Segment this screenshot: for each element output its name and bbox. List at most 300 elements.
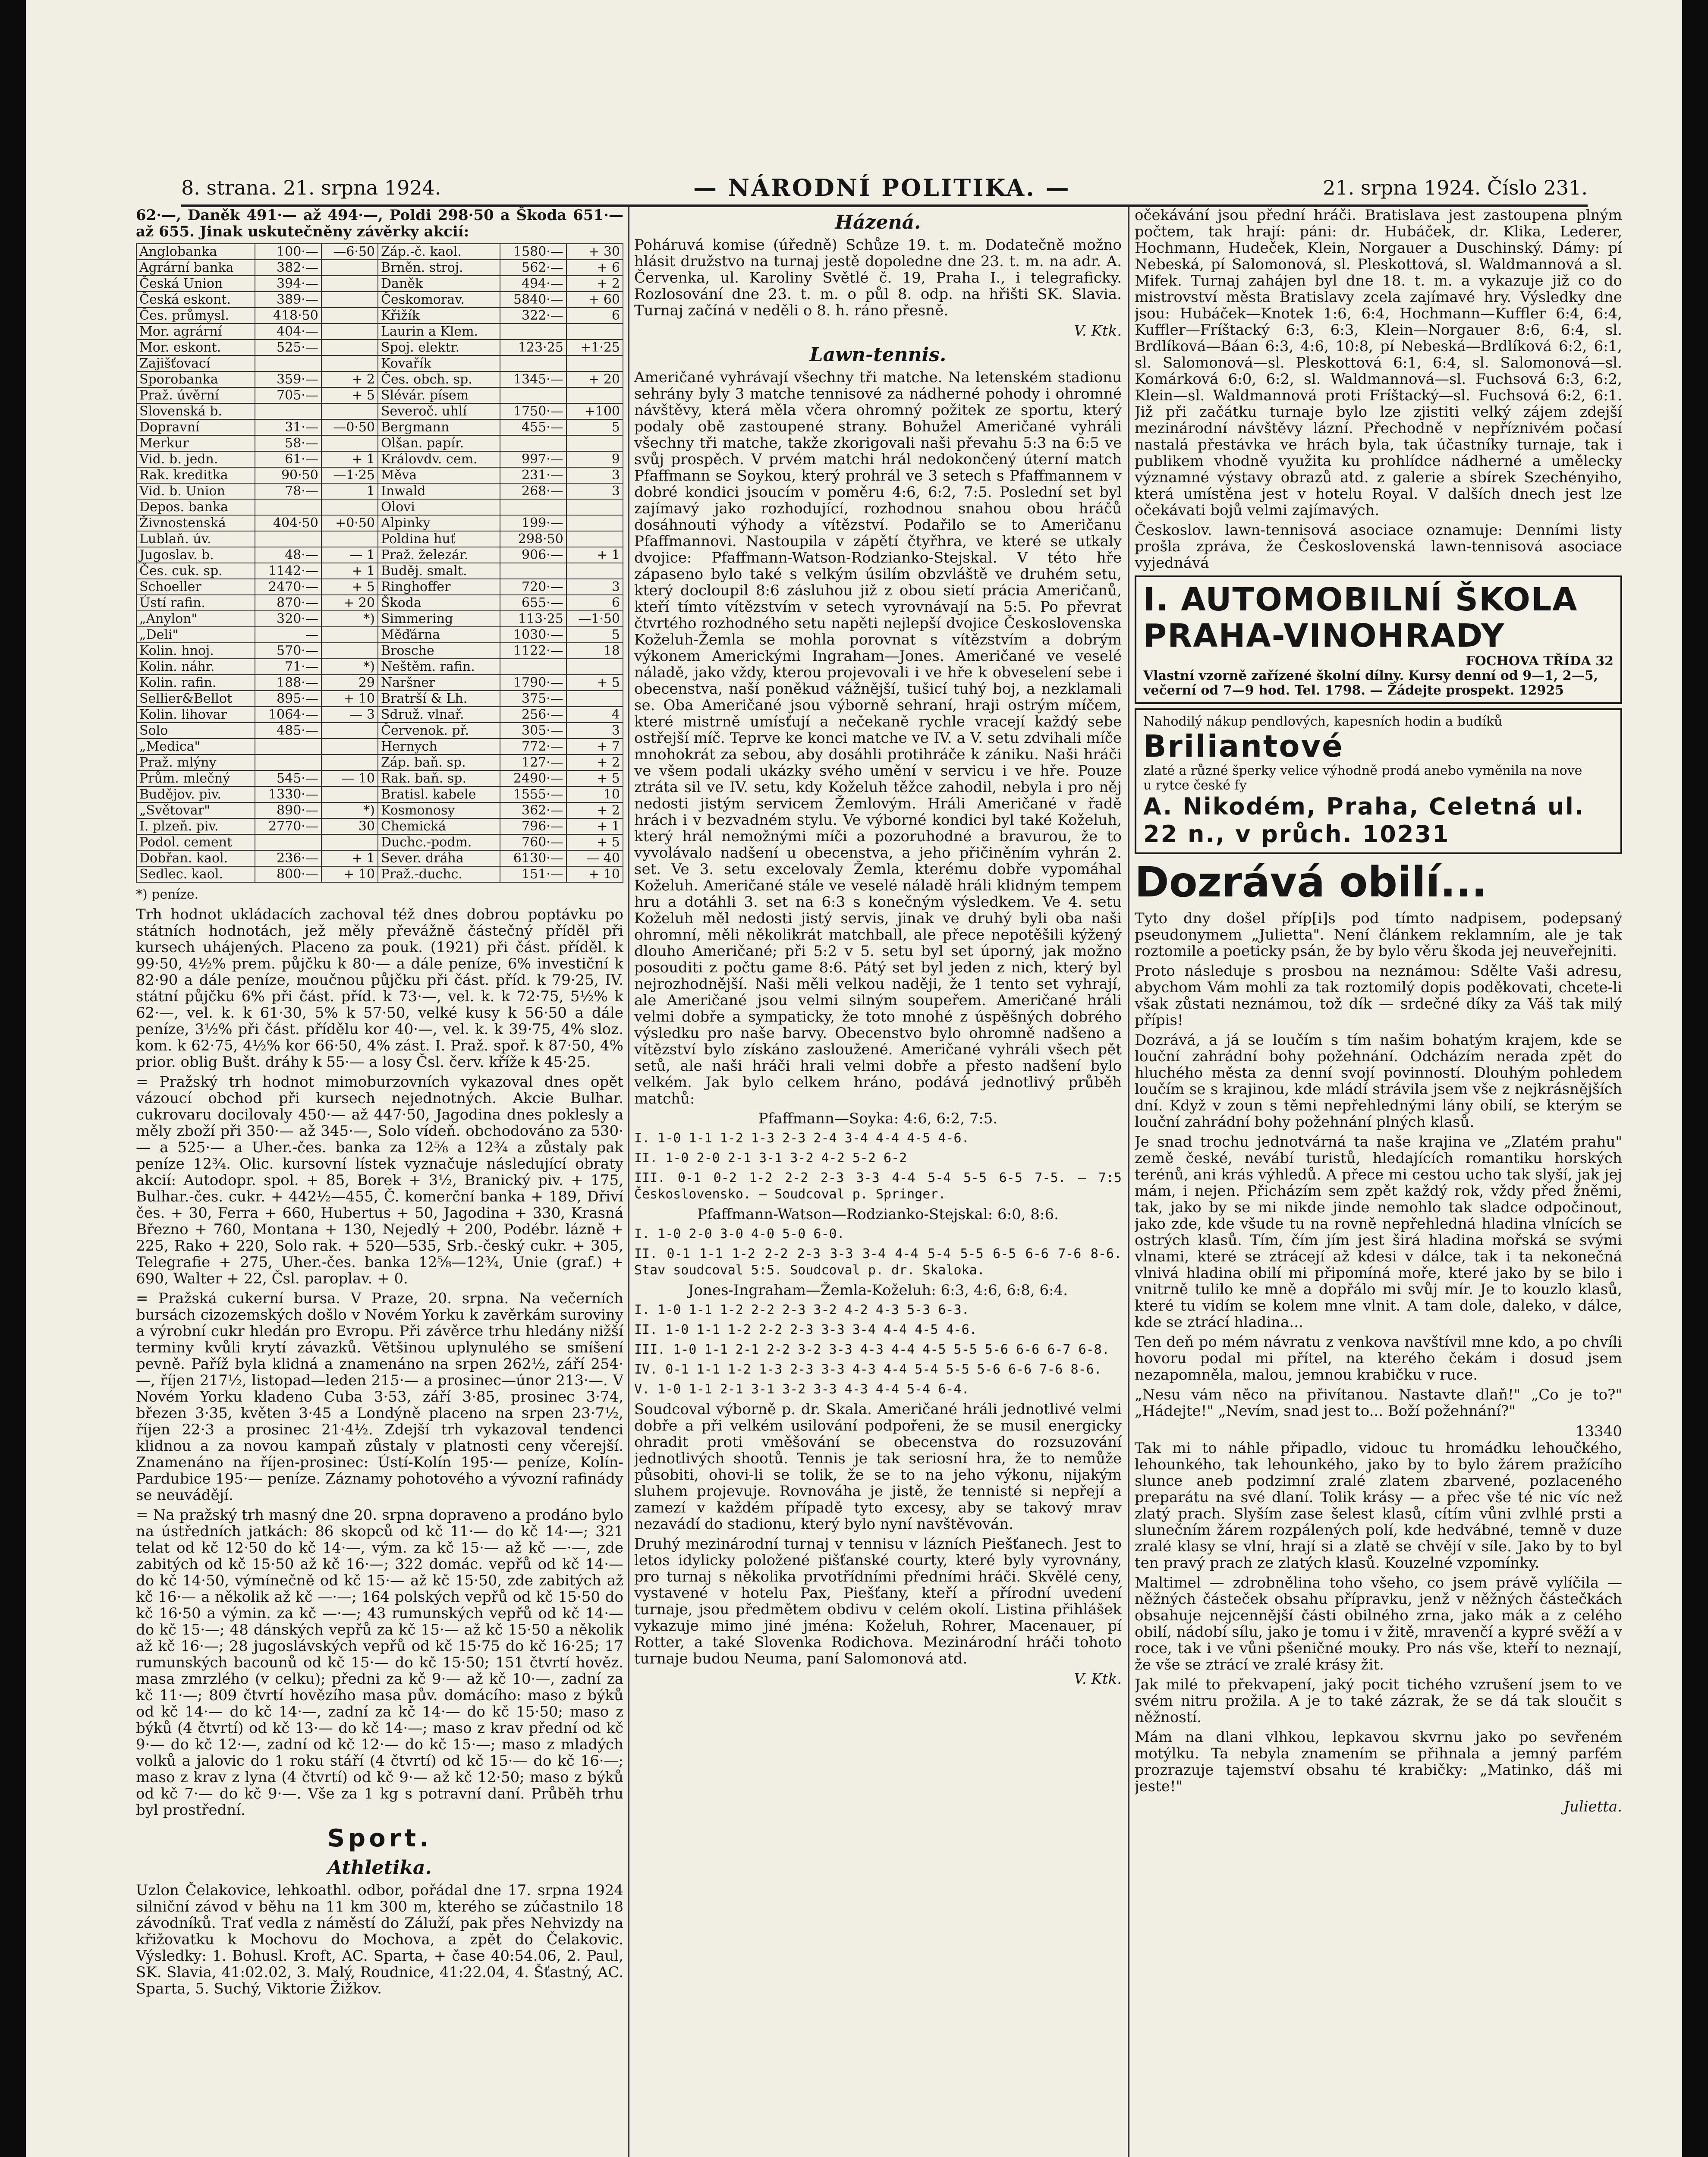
author-signature: Julietta. bbox=[1563, 1798, 1622, 1815]
table-cell bbox=[255, 355, 321, 371]
table-cell: + 30 bbox=[566, 244, 623, 260]
table-cell: + 10 bbox=[321, 866, 378, 882]
table-cell: 796·— bbox=[500, 818, 566, 834]
table-cell: 231·— bbox=[500, 467, 566, 483]
table-cell: Měva bbox=[378, 467, 500, 483]
table-cell: —0·50 bbox=[321, 419, 378, 435]
table-cell: 655·— bbox=[500, 595, 566, 611]
table-cell: 199·— bbox=[500, 515, 566, 531]
table-cell: 320·— bbox=[255, 611, 321, 627]
table-cell: Duchc.-podm. bbox=[378, 834, 500, 850]
table-cell: Záp. baň. sp. bbox=[378, 755, 500, 770]
table-cell: Červenok. př. bbox=[378, 723, 500, 739]
table-row bbox=[136, 866, 623, 882]
table-cell: 305·— bbox=[500, 723, 566, 739]
table-cell: 31·— bbox=[255, 419, 321, 435]
table-cell: Ústí rafin. bbox=[136, 595, 255, 611]
table-cell: Olšan. papír. bbox=[378, 435, 500, 451]
table-row bbox=[136, 355, 623, 371]
table-cell: „Medica" bbox=[136, 739, 255, 755]
table-cell: „Anylon" bbox=[136, 611, 255, 627]
table-cell: 9 bbox=[566, 451, 623, 467]
table-cell: 3 bbox=[566, 723, 623, 739]
table-cell: Sedlec. kaol. bbox=[136, 866, 255, 882]
masthead-left: 8. strana. 21. srpna 1924. bbox=[181, 176, 441, 199]
table-row bbox=[136, 308, 623, 324]
table-row bbox=[136, 371, 623, 387]
table-cell: 1122·— bbox=[500, 643, 566, 659]
table-cell: Depos. banka bbox=[136, 499, 255, 515]
table-row bbox=[136, 627, 623, 643]
table-cell bbox=[321, 786, 378, 802]
table-cell: 236·— bbox=[255, 850, 321, 866]
table-cell: Praž. mlýny bbox=[136, 755, 255, 770]
article-paragraph: očekávání jsou přední hráči. Bratislava jest zastoupena plným počtem, tak hrají: páni: dr. Hubáček, dr. Klika, Lederer, Hochmann, Hudeček, Klein, Norgauer a Duschinský. Dámy: pí Nebeská, pí Salomonová, sl. Pleskottová, sl. Waldmannová a sl. Mifek. Turnaj zahájen byl dne 18. t. m. a vykazuje již co do mistrovství města Bratislavy zcela zajímavé hry. Výsledky dne jsou: Hubáček—Knotek 1:6, 6:4, Hochmann—Kuffler 6:4, 6:4, Kuffler—Fríštacký 6:3, 6:3, Klein—Norgauer 8:6, 6:4, sl. Brdlíková—Báan 6:3, 4:6, 10:8, pí Nebeská—Brdlíková 6:2, 6:1, sl. Salomonová—sl. Pleskottová 6:1, 6:4, sl. Salomonová—sl. Komárková 6:0, 6:2, sl. Waldmannová—sl. Fuchsová 6:3, 6:2, Klein—sl. Waldmannová proti Fríštacký—sl. Fuchsová 6:2, 6:1. Již při začátku turnaje bylo lze zjistiti velký zájem zdejší mezinárodní návštěvy lázní. Přechodně v nepříznivém počasí nastalá přestávka ve hrách byla, tak účastníky turnaje, tak i publikem vhodně využita ku prohlídce nádherné a umělecky významné výstavy obrazů atd. z galerie a sbírek Szechényiho, která umístěna jest v hotelu Royal. V dalších dnech jest lze očekávati bojů velmi zajímavých. bbox=[1135, 207, 1622, 519]
table-cell: Sporobanka bbox=[136, 371, 255, 387]
market-intro: 62·—, Daněk 491·— až 494·—, Poldi 298·50 a Škoda 651·— až 655. Jinak uskutečněny závěrky akcií: bbox=[136, 207, 623, 240]
table-cell bbox=[255, 403, 321, 419]
table-row bbox=[136, 659, 623, 675]
table-cell: + 1 bbox=[321, 451, 378, 467]
table-cell bbox=[321, 531, 378, 547]
table-cell bbox=[500, 324, 566, 340]
table-cell: + 20 bbox=[321, 595, 378, 611]
score-lines bbox=[634, 1302, 1122, 1398]
table-cell: 1 bbox=[321, 483, 378, 499]
table-cell: + 5 bbox=[566, 834, 623, 850]
table-cell: Alpinky bbox=[378, 515, 500, 531]
table-cell: 48·— bbox=[255, 547, 321, 563]
table-cell: 61·— bbox=[255, 451, 321, 467]
table-cell: Lublaň. úv. bbox=[136, 531, 255, 547]
table-cell: + 60 bbox=[566, 292, 623, 308]
table-row bbox=[136, 340, 623, 355]
table-cell: Dobřan. kaol. bbox=[136, 850, 255, 866]
table-row bbox=[136, 675, 623, 691]
table-cell: 5840·— bbox=[500, 292, 566, 308]
table-cell bbox=[321, 403, 378, 419]
table-cell: 494·— bbox=[500, 276, 566, 292]
score-line: IV. 0-1 1-1 1-2 1-3 2-3 3-3 4-3 4-4 5-4 5-5 5-6 6-6 7-6 8-6. bbox=[634, 1362, 1102, 1377]
section-heading-sport: Sport. bbox=[327, 1824, 432, 1852]
score-line: I. 1-0 1-1 1-2 1-3 2-3 2-4 3-4 4-4 4-5 4-6. bbox=[634, 1131, 969, 1146]
table-cell: 1142·— bbox=[255, 563, 321, 579]
score-title: Pfaffmann—Soyka: 4:6, 6:2, 7:5. bbox=[758, 1110, 998, 1127]
table-cell: + 20 bbox=[566, 371, 623, 387]
table-cell: „Světovar" bbox=[136, 802, 255, 818]
table-cell: + 5 bbox=[566, 770, 623, 786]
table-cell: — 40 bbox=[566, 850, 623, 866]
table-cell: 772·— bbox=[500, 739, 566, 755]
table-row bbox=[136, 595, 623, 611]
table-cell: 5 bbox=[566, 627, 623, 643]
article-paragraph: Ten deň po mém návratu z venkova navštívil mne kdo, a po chvíli hovoru podal mi přítel, na kterého čekám i dosud jsem nezapomněla, malou, jemnou krabičku v ruce. bbox=[1135, 1333, 1622, 1383]
table-row bbox=[136, 611, 623, 627]
table-cell: 418·50 bbox=[255, 308, 321, 324]
table-cell: + 1 bbox=[321, 850, 378, 866]
article-paragraph: Tyto dny došel příp[i]s pod tímto nadpisem, podepsaný pseudonymem „Julietta". Není článkem reklamním, ale je tak roztomile a poeticky psán, že by bylo věru škoda jej neuveřejniti. bbox=[1135, 910, 1622, 960]
table-cell: + 6 bbox=[566, 260, 623, 276]
score-line: II. 1-0 2-0 2-1 3-1 3-2 4-2 5-2 6-2 bbox=[634, 1151, 907, 1166]
table-cell: Slévár. písem bbox=[378, 387, 500, 403]
table-cell: 3 bbox=[566, 467, 623, 483]
table-row bbox=[136, 451, 623, 467]
author-signature: V. Ktk. bbox=[1074, 322, 1122, 340]
table-cell: — 10 bbox=[321, 770, 378, 786]
column-divider bbox=[628, 207, 629, 2157]
table-cell bbox=[321, 643, 378, 659]
table-cell: Chemická bbox=[378, 818, 500, 834]
subheading-athletics: Athletika. bbox=[327, 1857, 432, 1879]
table-cell: + 5 bbox=[566, 675, 623, 691]
column-2 bbox=[634, 207, 1122, 2157]
table-cell: 705·— bbox=[255, 387, 321, 403]
table-row bbox=[136, 707, 623, 723]
table-row bbox=[136, 755, 623, 770]
article-paragraph: Poháruvá komise (úředně) Schůze 19. t. m. Dodatečně možno hlásit družstvo na turnaj jestě dopoledne dne 23. t. m. na adr. A. Červenka, ul. Karoliny Světlé č. 19, Praha I., i telegraficky. Rozlosování dne 23. t. m. o půl 8. odp. na hřišti SK. Slavia. Turnaj začíná v neděli o 8. h. ráno přesně. bbox=[634, 236, 1122, 319]
table-cell: 268·— bbox=[500, 483, 566, 499]
table-row bbox=[136, 403, 623, 419]
table-cell: Naršner bbox=[378, 675, 500, 691]
advert-title: Briliantové bbox=[1143, 729, 1344, 764]
table-cell: 362·— bbox=[500, 802, 566, 818]
scan-edge-left bbox=[0, 0, 26, 2157]
table-cell bbox=[566, 387, 623, 403]
table-cell: 906·— bbox=[500, 547, 566, 563]
table-cell: Anglobanka bbox=[136, 244, 255, 260]
article-paragraph: Dozrává, a já se loučím s tím našim bohatým krajem, kde se louční zahrádní bohy požehnání. Odcházím nerada zpět do hluchého města za denní svojí povinností. Dlouhým pohledem loučím se s krajinou, kde mládí strávila jsem vše z nejkrásnějších dní. Když v zoun s těmi nepřehlednými lány obilí, se kterým se louční zahrádní bohy požehnání plných klasů. bbox=[1135, 1031, 1622, 1131]
article-paragraph: Američané vyhrávají všechny tři matche. Na letenském stadionu sehrány byly 3 matche tennisové za nádherné pohody i ohromné návštěvy, která měla včera ohromný požitek ze sportu, který podaly obě zastoupené strany. Bohužel Američané vyhráli všechny tři matche, takže zkorigovali naši převahu 5:3 na 6:5 ve svůj prospěch. V prvém matchi hrál nedokončený úterní match Pfaffmann se Soykou, který prohrál ve 3 setech s Pfaffmannem v dobré kondici jsoucím v poměru 4:6, 6:2, 7:5. Poslední set byl zajímavý jako rozhodující, rozhodnou snahou obou hráčů dosáhnouti výhody a vítězství. Podařilo se to Američanu Pfaffmannovi. Nastoupila v zápětí čtyřhra, ve které se utkaly dvojice: Pfaffmann-Watson-Rodzianko-Stejskal. V této hře zápaseno bylo také s velkým úsilím obzvláště ve druhém setu, který docloupil 8:6 zásluhou již z obou sietí prácia Američanů, kteří tímto vítězstvím v setech vyrovnávají na 5:5. Po převrat čtvrtého rozhodného setu napěti nejlepší dvojice Československa Koželuh-Žemla se mohla porovnat s vítězstvím a dobrým výkonem Americkými Ingraham—Jones. Američané ve veselé náladě, jako vždy, kterou projevovali i ve hře k obveselení sebe i obecenstva, naší poněkud vážnější, tušicí tuhý boj, a nezklamali se. Oba Američané jsou výborně sehraní, hraji ostrým míčem, které mistrně umísťují a nečekaně rychle vracejí každý sebe ostřejší míč. Teprve ke konci matche ve IV. a V. setu zdvihali míče mnohokrát za sebou, aby dosáhli protihráče k zániku. Naši hráči ve všem podali ukázky svého umění v servicu i ve hře. Pouze ztráta sil ve IV. setu, kdy Koželuh těžce zahodil, nebyla i pro něj nedosti jistým servicem Žemlovým. Hráli Američané v řadě hrách i v bezvadném stylu. Ve výborné kondici byl také Koželuh, který hrál nemožnými míči a pozoruhodné a bravurou, že to vyvolávalo nadšení u obecenstva, a jeho přičiněním vyhrán 2. set. Ve 3. setu excelovaly Žemla, kterému dobře vypomáhal Koželuh. Američané stále ve veselé náladě hráli klidným tempem hru a dotáhli 3. set na 6:3 s konečným výsledkem. Ve 4. setu Koželuh měl nedosti jistý servis, jinak ve druhý byli oba naši ohromní, měli několikrát matchball, ale přece nepotěšili kýžený dlouho Američané; při 5:2 v 5. setu byl set úporný, jak možno posouditi z počtu game 8:6. Pátý set byl jeden z nich, který byl nejrozhodnější. Naši měli velkou naději, že 1 tento set vyhrají, ale Američané jsou velmi silným soupeřem. Američané hráli velmi dobře a sympaticky, že toto mnohé z úspěšných dobrého výsledku pro naše barvy. Obecenstvo bylo ohromně nadšeno a vítězství bylo získáno zasloužené. Američané vyhráli všech pět setů, ale naši hráči hrali velmi dobře a přesto nadšení bylo velkém. Jak bylo celkem hráno, podává jednotlivý průběh matchů: bbox=[634, 369, 1122, 1107]
article-headline: Dozrává obilí... bbox=[1135, 858, 1488, 906]
table-cell bbox=[500, 355, 566, 371]
subheading-lawn-tennis: Lawn-tennis. bbox=[809, 344, 947, 366]
author-signature: V. Ktk. bbox=[1074, 1670, 1122, 1688]
table-cell: Kosmonosy bbox=[378, 802, 500, 818]
table-cell bbox=[321, 723, 378, 739]
table-cell: *) bbox=[321, 659, 378, 675]
article-paragraph: Mám na dlani vlhkou, lepkavou skvrnu jako po sevřeném motýlku. Ta nebyla znamením se přihnala a jemný parfém prozrazuje tajemství obsahu té krabičky: „Matinko, dáš mi jeste!" bbox=[1135, 1729, 1622, 1795]
column-divider bbox=[1128, 207, 1129, 2157]
table-cell: Mor. agrární bbox=[136, 324, 255, 340]
advert-driving-school bbox=[1135, 575, 1622, 704]
table-cell bbox=[255, 755, 321, 770]
table-cell: 2470·— bbox=[255, 579, 321, 595]
table-cell: 2770·— bbox=[255, 818, 321, 834]
table-cell bbox=[321, 324, 378, 340]
table-cell: Buděj. smalt. bbox=[378, 563, 500, 579]
table-cell: Česká Union bbox=[136, 276, 255, 292]
table-cell: 78·— bbox=[255, 483, 321, 499]
table-row bbox=[136, 483, 623, 499]
table-cell: 113·25 bbox=[500, 611, 566, 627]
table-cell: +0·50 bbox=[321, 515, 378, 531]
table-cell: 455·— bbox=[500, 419, 566, 435]
table-cell: Solo bbox=[136, 723, 255, 739]
table-cell: Brosche bbox=[378, 643, 500, 659]
table-cell: 525·— bbox=[255, 340, 321, 355]
score-line: II. 0-1 1-1 1-2 2-2 2-3 3-3 3-4 4-4 5-4 5-5 6-5 6-6 7-6 8-6. Stav soudcoval 5:5. Soudcoval p. dr. Skaloka. bbox=[634, 1246, 1122, 1278]
table-cell: 382·— bbox=[255, 260, 321, 276]
article-paragraph: Českoslov. lawn-tennisová asociace oznamuje: Denními listy prošla zpráva, že Československá lawn-tennisová asociace vyjednává bbox=[1135, 522, 1622, 572]
table-cell: Prům. mlečný bbox=[136, 770, 255, 786]
article-paragraph: = Pražský trh hodnot mimoburzovních vykazoval dnes opět vázoucí obchod při kursech nejednotných. Akcie Bulhar. cukrovaru docilovaly 450·— až 447·50, Jagodina dnes poklesly a měly zboží při 350·— až 345·—, Solo vídeň. obchodováno za 530·— a 525·— a Uher.-čes. banka za 12⅝ a 12¾ a zůstaly pak peníze 12¾. Olic. kursovní lístek vyznačuje následující obraty akcií: Autodopr. spol. + 85, Borek + 3½, Branický piv. + 175, Bulhar.-čes. cukr. + 442½—455, Č. komerční banka + 189, Dřiví čes. + 30, Ferra + 660, Hubertus + 50, Jagodina + 330, Krasná Březno + 760, Montana + 130, Nejedlý + 200, Podébr. lázně + 225, Rako + 220, Solo rak. + 520—535, Srb.-český cukr. + 305, Telegrafie + 275, Uher.-čes. banka 12⅝—12¾, Unie (graf.) + 690, Walter + 22, Čsl. paroplav. + 0. bbox=[136, 1073, 623, 1287]
table-cell: Zajišťovací bbox=[136, 355, 255, 371]
table-cell: 389·— bbox=[255, 292, 321, 308]
table-cell: Česká eskont. bbox=[136, 292, 255, 308]
table-cell: Sever. dráha bbox=[378, 850, 500, 866]
article-paragraph: Proto následuje s prosbou na neznámou: Sdělte Vaši adresu, abychom Vám mohli za tak roztomilý dopis poděkovati, chcete-li však zůstati neznámou, tož dík — srdečné díky za Váš tak milý přípis! bbox=[1135, 962, 1622, 1029]
table-cell: + 5 bbox=[321, 579, 378, 595]
article-code: 13340 bbox=[1575, 1423, 1622, 1440]
table-cell: Inwald bbox=[378, 483, 500, 499]
table-cell bbox=[500, 499, 566, 515]
table-cell bbox=[255, 739, 321, 755]
table-row bbox=[136, 499, 623, 515]
table-cell: Záp.-č. kaol. bbox=[378, 244, 500, 260]
advert-text: Vlastní vzorně zařízené školní dílny. Kursy denní od 9—1, 2—5, večerní od 7—9 hod. Tel. 1798. — Žádejte prospekt. 12925 bbox=[1143, 668, 1598, 698]
table-cell: Sdruž. vlnař. bbox=[378, 707, 500, 723]
table-cell: 485·— bbox=[255, 723, 321, 739]
stock-table-body bbox=[136, 244, 623, 882]
table-cell: + 2 bbox=[566, 755, 623, 770]
table-row bbox=[136, 419, 623, 435]
table-cell bbox=[255, 499, 321, 515]
article-paragraph: = Pražská cukerní bursa. V Praze, 20. srpna. Na večerních bursách cizozemských došlo v Novém Yorku k zavěrkám suroviny a výrobní cukr hledán pro Evropu. Při závěrce trhu hledány nižší terminy kvůli krytí závazků. Většinou uplynulého se smíšení pevně. Paříž byla klidná a znamenáno na srpen 262½, září 254·—, říjen 217½, listopad—leden 215·— a prosinec—únor 213·—. V Novém Yorku kladeno Cuba 3·53, září 3·85, prosinec 3·74, březen 3·35, květen 3·45 a Londýně placeno na srpen 23·7½, říjen 22·3 a prosinec 21·4½. Zdejší trh vykazoval tendenci klidnou a za novou kampaň zůstaly v platnosti ceny včerejší. Znamenáno na říjen-prosinec: Ústí-Kolín 195·— peníze, Kolín-Pardubice 195·— peníze. Záznamy pohotového a vývozní rafinády se neuvádějí. bbox=[136, 1290, 623, 1504]
article-paragraph: Jak milé to překvapení, jaký pocit tichého vzrušení jsem to ve svém nitru prožila. A je to také zázrak, že se dá tak sloučit s něžností. bbox=[1135, 1676, 1622, 1726]
table-cell: 3 bbox=[566, 483, 623, 499]
advert-jeweller bbox=[1135, 708, 1622, 854]
score-line: II. 1-0 1-1 1-2 2-2 2-3 3-3 3-4 4-4 4-5 4-6. bbox=[634, 1322, 977, 1337]
table-cell: Jugoslav. b. bbox=[136, 547, 255, 563]
table-cell: —1·50 bbox=[566, 611, 623, 627]
table-cell: 870·— bbox=[255, 595, 321, 611]
table-cell: Ringhoffer bbox=[378, 579, 500, 595]
table-row bbox=[136, 515, 623, 531]
table-cell: + 2 bbox=[566, 802, 623, 818]
table-cell: 1345·— bbox=[500, 371, 566, 387]
advert-name: A. Nikodém, Praha, Celetná ul. 22 n., v průch. 10231 bbox=[1143, 793, 1585, 848]
table-cell bbox=[255, 531, 321, 547]
table-cell: — 1 bbox=[321, 547, 378, 563]
score-line: I. 1-0 2-0 3-0 4-0 5-0 6-0. bbox=[634, 1226, 845, 1242]
table-cell: Olovi bbox=[378, 499, 500, 515]
table-cell: Agrární banka bbox=[136, 260, 255, 276]
score-lines bbox=[634, 1226, 1122, 1279]
table-cell: —1·25 bbox=[321, 467, 378, 483]
table-cell: Hernych bbox=[378, 739, 500, 755]
table-cell: + 10 bbox=[321, 691, 378, 707]
advert-title: I. AUTOMOBILNÍ ŠKOLA PRAHA-VINOHRADY bbox=[1143, 581, 1578, 654]
table-cell bbox=[321, 499, 378, 515]
table-row bbox=[136, 244, 623, 260]
advert-prefix: u rytce české fy bbox=[1143, 778, 1247, 793]
table-cell: 1580·— bbox=[500, 244, 566, 260]
table-cell bbox=[321, 435, 378, 451]
table-cell: 127·— bbox=[500, 755, 566, 770]
table-row bbox=[136, 531, 623, 547]
table-cell: Měďárna bbox=[378, 627, 500, 643]
table-cell: 298·50 bbox=[500, 531, 566, 547]
table-cell: Kolin. náhr. bbox=[136, 659, 255, 675]
table-row bbox=[136, 579, 623, 595]
table-cell: + 2 bbox=[321, 371, 378, 387]
table-cell: 890·— bbox=[255, 802, 321, 818]
table-row bbox=[136, 467, 623, 483]
table-cell: 18 bbox=[566, 643, 623, 659]
table-cell: Kolin. rafin. bbox=[136, 675, 255, 691]
table-cell: Českomorav. bbox=[378, 292, 500, 308]
column-3 bbox=[1135, 207, 1622, 2157]
table-cell bbox=[566, 531, 623, 547]
table-cell: Podol. cement bbox=[136, 834, 255, 850]
subheading-handball: Házená. bbox=[835, 211, 921, 233]
table-cell: 123·25 bbox=[500, 340, 566, 355]
table-cell bbox=[321, 276, 378, 292]
table-cell bbox=[566, 435, 623, 451]
table-cell: Vid. b. jedn. bbox=[136, 451, 255, 467]
table-cell bbox=[255, 834, 321, 850]
article-paragraph: „Nesu vám něco na přivítanou. Nastavte dlaň!" „Co je to?" „Hádejte!" „Nevím, snad jest to... Boží požehnání?" bbox=[1135, 1386, 1622, 1420]
table-cell: Mor. eskont. bbox=[136, 340, 255, 355]
score-line: V. 1-0 1-1 2-1 3-1 3-2 3-3 4-3 4-4 5-4 6-4. bbox=[634, 1382, 969, 1397]
table-cell bbox=[321, 739, 378, 755]
table-cell: Křižík bbox=[378, 308, 500, 324]
table-cell bbox=[566, 659, 623, 675]
table-row bbox=[136, 691, 623, 707]
table-cell bbox=[321, 627, 378, 643]
table-cell: *) bbox=[321, 802, 378, 818]
table-cell: 6130·— bbox=[500, 850, 566, 866]
article-paragraph: Je snad trochu jednotvárná ta naše krajina ve „Zlatém prahu" země české, nevábí turistů, hledajících romantiku horských terénů, ani krás výhledů. A přece mi cestou ucho tak slyší, jak jej mám, i nejen. Přicházím sem zpět každý rok, vždy před žněmi, tak, jako by se mi nikde jinde nemohlo tak sladce odpočinout, jako zde, kde všude tu na rovně nepřehledná hladina vlnících se ostrých klasů. Tím, čím jím jest širá hladina mořská se svými vlnami, které se ztrácejí až kdesi v dálce, tak i ta nekonečná vlnivá hladina obilí mi připomíná moře, které jako by se bilo i vnitrně tulilo ke mně a dopřálo mi svůj mír. Je to kouzlo klasů, které tu vidím se kolem mne vlnit. A tam dole, daleko, v dálce, kde se ztrácí hladina... bbox=[1135, 1133, 1622, 1331]
newspaper-title: — NÁRODNÍ POLITIKA. — bbox=[693, 174, 1071, 201]
table-cell: 1750·— bbox=[500, 403, 566, 419]
table-cell: +1·25 bbox=[566, 340, 623, 355]
table-row bbox=[136, 547, 623, 563]
table-cell: Rak. baň. sp. bbox=[378, 770, 500, 786]
table-cell bbox=[566, 355, 623, 371]
table-cell: 404·— bbox=[255, 324, 321, 340]
table-cell bbox=[321, 308, 378, 324]
table-cell: + 2 bbox=[566, 276, 623, 292]
table-cell bbox=[321, 340, 378, 355]
table-cell: 1555·— bbox=[500, 786, 566, 802]
table-cell: 562·— bbox=[500, 260, 566, 276]
table-cell: + 1 bbox=[566, 547, 623, 563]
table-cell: Simmering bbox=[378, 611, 500, 627]
table-row bbox=[136, 723, 623, 739]
table-cell: Brněn. stroj. bbox=[378, 260, 500, 276]
table-cell: Rak. kreditka bbox=[136, 467, 255, 483]
table-cell bbox=[500, 563, 566, 579]
table-cell: 720·— bbox=[500, 579, 566, 595]
table-cell: Spoj. elektr. bbox=[378, 340, 500, 355]
table-cell: 394·— bbox=[255, 276, 321, 292]
table-cell: Kolin. hnoj. bbox=[136, 643, 255, 659]
table-cell: 58·— bbox=[255, 435, 321, 451]
table-cell: 29 bbox=[321, 675, 378, 691]
table-cell: Praž. železár. bbox=[378, 547, 500, 563]
table-cell: + 7 bbox=[566, 739, 623, 755]
table-cell: 5 bbox=[566, 419, 623, 435]
advert-text: zlaté a různé šperky velice výhodně prodá anebo vyměnila na nove bbox=[1143, 763, 1582, 778]
table-row bbox=[136, 563, 623, 579]
table-row bbox=[136, 435, 623, 451]
table-cell bbox=[566, 515, 623, 531]
table-cell: Kovařík bbox=[378, 355, 500, 371]
score-line: III. 0-1 0-2 1-2 2-2 2-3 3-3 4-4 5-4 5-5 6-5 7-5. — 7:5 Československo. — Soudcoval p. Springer. bbox=[634, 1170, 1122, 1202]
table-cell: 4 bbox=[566, 707, 623, 723]
table-cell bbox=[500, 435, 566, 451]
article-paragraph: Uzlon Čelakovice, lehkoathl. odbor, pořádal dne 17. srpna 1924 silniční závod v běhu na 11 km 300 m, kterého se zúčastnilo 18 závodníků. Trať vedla z náměstí do Záluží, pak přes Nehvizdy na křižovatku k Mochovu do Mochova, a zpět do Čelakovic. Výsledky: 1. Bohusl. Kroft, AC. Sparta, + čase 40:54.06, 2. Paul, SK. Slavia, 41:02.02, 3. Malý, Roudnice, 41:22.04, 4. Šťastný, AC. Sparta, 5. Suchý, Viktorie Žižkov. bbox=[136, 1882, 623, 1997]
table-cell: Živnostenská bbox=[136, 515, 255, 531]
table-cell: Škoda bbox=[378, 595, 500, 611]
advert-address: FOCHOVA TŘÍDA 32 bbox=[1466, 654, 1614, 669]
table-cell: Slovenská b. bbox=[136, 403, 255, 419]
table-cell: 30 bbox=[321, 818, 378, 834]
article-paragraph: Tak mi to náhle připadlo, vidouc tu hromádku lehoučkého, lehounkého, tak lehounkého, jako by to bylo žárem pražícího slunce aneb podzimní zralé zlatem zbarvené, pozlaceného preparátu na své dlaní. Tolik krásy — a přec vše té nic víc než zlatý prach. Slyším zase šelest klasů, cítím vůni zvlhlé prsti a slunečním žárem rozpálených polí, kde hedvábné, temně v duze zralé klasy se vlní, hrají si a zlatě se chvějí v síle. Jako by to byl ten pravý prach ze zlatých klasů. Kouzelné vzpomínky. bbox=[1135, 1440, 1622, 1572]
table-cell: 1330·— bbox=[255, 786, 321, 802]
table-cell: + 5 bbox=[321, 387, 378, 403]
table-cell: 375·— bbox=[500, 691, 566, 707]
table-cell: Daněk bbox=[378, 276, 500, 292]
column-1 bbox=[136, 207, 623, 2157]
score-line: I. 1-0 1-1 1-2 2-2 2-3 3-2 4-2 4-3 5-3 6-3. bbox=[634, 1302, 969, 1317]
table-cell: Vid. b. Union bbox=[136, 483, 255, 499]
table-cell: Čes. průmysl. bbox=[136, 308, 255, 324]
masthead-right: 21. srpna 1924. Číslo 231. bbox=[1323, 176, 1588, 199]
table-cell: Bratisl. kabele bbox=[378, 786, 500, 802]
table-row bbox=[136, 802, 623, 818]
table-cell bbox=[321, 260, 378, 276]
table-cell: Bratrší & Lh. bbox=[378, 691, 500, 707]
table-cell bbox=[566, 691, 623, 707]
table-cell: 997·— bbox=[500, 451, 566, 467]
table-cell: Praž.-duchc. bbox=[378, 866, 500, 882]
table-cell: 570·— bbox=[255, 643, 321, 659]
table-cell: Neštěm. rafin. bbox=[378, 659, 500, 675]
table-cell: 188·— bbox=[255, 675, 321, 691]
table-cell: Budějov. piv. bbox=[136, 786, 255, 802]
table-row bbox=[136, 643, 623, 659]
table-cell: 100·— bbox=[255, 244, 321, 260]
table-cell: 895·— bbox=[255, 691, 321, 707]
table-cell: 71·— bbox=[255, 659, 321, 675]
table-cell: 151·— bbox=[500, 866, 566, 882]
table-cell: — 3 bbox=[321, 707, 378, 723]
article-paragraph: = Na pražský trh masný dne 20. srpna dopraveno a prodáno bylo na ústředních jatkách: 86 skopců od kč 11·— do kč 14·—; 321 telat od kč 12·50 do kč 14·—, vým. za kč 15·— až kč —·—, zde zabitých od kč 15·50 až kč 16·—; 322 domác. vepřů od kč 14·— do kč 14·50, výmínečně od kč 15·— až kč 15·50, zde zabitých až kč 16·— a několik až kč —·—; 164 polských vepřů od kč 15·50 do kč 16·50 a výmin. za kč —·—; 43 rumunských vepřů od kč 14·— do kč 15·—; 48 dánských vepřů za kč 15·— až kč 15·50 a několik až kč 16·—; 28 jugoslávských vepřů od kč 15·75 do kč 16·25; 17 rumunských bacounů od kč 15·— do kč 15·50; 151 čtvrtí hověz. masa zmrzlého (v celku); předni za kč 9·— až kč 10·—, zadní za kč 11·—; 809 čtvrtí hovězího masa pův. domácího: maso z býků od kč 14·— do kč 14·—, zadní za kč 14·— do kč 15·50; maso z býků (4 čtvrtí) od kč 13·— do kč 14·—; maso z krav přední od kč 9·— do kč 12·—, zadní od kč 12·— do kč 15·—; maso z mladých volků a jalovic do 1 roku stáří (4 čtvrtí) od kč 15·— do kč 16·—; maso z krav z lyna (4 čtvrtí) od kč 9·— až kč 12·50; maso z býků od kč 7·— do kč 9·—. Vše za 1 kg s potravní daní. Průběh trhu byl prostřední. bbox=[136, 1506, 623, 1819]
table-row bbox=[136, 834, 623, 850]
table-cell: 359·— bbox=[255, 371, 321, 387]
article-paragraph: Druhý mezinárodní turnaj v tennisu v lázních Piešťanech. Jest to letos idylicky položené pišťanské courty, které byly vyrovnány, pro turnaj s několika prvotřídními předními hráči. Skvělé ceny, vystavené v hotelu Pax, Piešťany, kteří a přírodní uvedení turnaje, jsou předmětem obdivu v celém okolí. Listina přihlášek vykazuje mimo jiné jména: Koželuh, Rohrer, Macenauer, pí Rotter, a také Slovenka Rodichova. Mezinárodní hráči tohoto turnaje budou Neuma, paní Salomonová atd. bbox=[634, 1535, 1122, 1667]
table-row bbox=[136, 818, 623, 834]
table-row bbox=[136, 770, 623, 786]
table-row bbox=[136, 292, 623, 308]
scan-edge-right bbox=[1682, 0, 1708, 2157]
table-cell: 1064·— bbox=[255, 707, 321, 723]
table-cell: Bergmann bbox=[378, 419, 500, 435]
table-row bbox=[136, 260, 623, 276]
table-cell: 800·— bbox=[255, 866, 321, 882]
article-paragraph: Soudcoval výborně p. dr. Skala. Američané hráli jednotlivé velmi dobře a při velkém usilování podpořeni, že se musil energicky ohradit proti vměšování se obecenstva do rozsuzování jednotlivých shootů. Tennis je tak seriosní hra, že to nemůže působiti, ohovi-li se tolik, že se to na jeho výkonu, nijakým sluhem projevuje. Rovnováha je jistě, že tennisté si nepřejí a zamezí v každém případě tyto excesy, aby se takový mrav nezavádí do stadionu, který bylo nyní navštěvován. bbox=[634, 1401, 1122, 1533]
table-cell: 760·— bbox=[500, 834, 566, 850]
table-cell bbox=[321, 355, 378, 371]
score-title: Pfaffmann-Watson—Rodzianko-Stejskal: 6:0, 8:6. bbox=[697, 1206, 1059, 1223]
table-cell: + 1 bbox=[566, 818, 623, 834]
stock-table bbox=[136, 243, 623, 883]
table-cell: 545·— bbox=[255, 770, 321, 786]
stock-note: *) peníze. bbox=[136, 887, 199, 902]
table-cell: 6 bbox=[566, 308, 623, 324]
